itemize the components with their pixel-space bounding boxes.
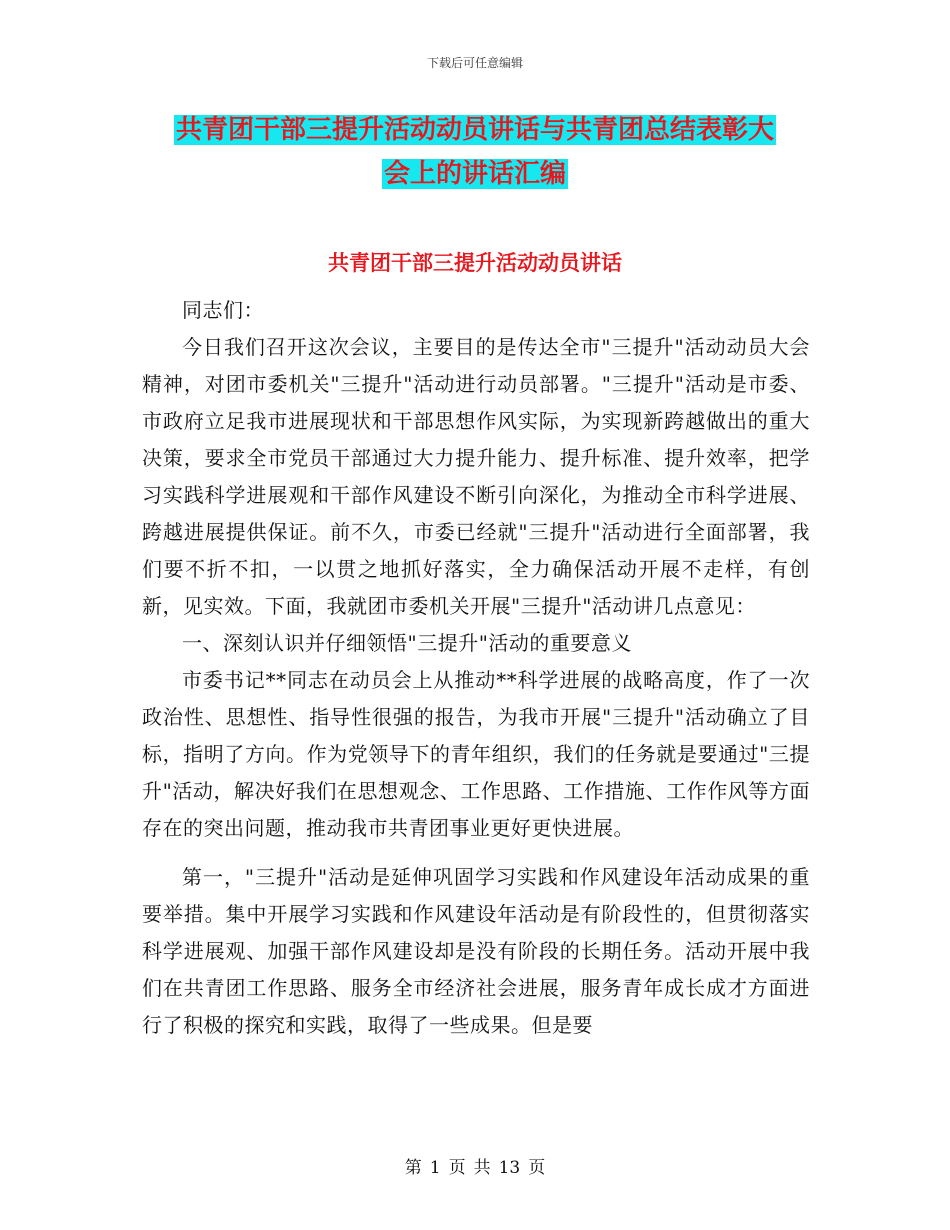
document-body [142,292,810,1044]
document-title [140,108,810,196]
page-footer [0,1153,950,1178]
paragraph: 第一，"三提升"活动是延伸巩固学习实践和作风建设年活动成果的重要举措。集中开展学习实践和作风建设年活动是有阶段性的，但贯彻落实科学进展观、加强干部作风建设却是没有阶段的长期任务。活动开展中我们在共青团工作思路、服务全市经济社会进展，服务青年成长成才方面进行了积极的探究和实践，取得了一些成果。但是要 [142,865,810,1037]
footer-suffix: 页 [528,1158,546,1178]
paragraph: 市委书记**同志在动员会上从推动**科学进展的战略高度，作了一次政治性、思想性、指导性很强的报告，为我市开展"三提升"活动确立了目标，指明了方向。作为党领导下的青年组织，我们的任务就是要通过"三提升"活动，解决好我们在思想观念、工作思路、工作措施、工作作风等方面存在的突出问题，推动我市共青团事业更好更快进展。 [142,668,810,840]
section-heading: 共青团干部三提升活动动员讲话 [328,251,622,275]
footer-total-word: 共 [473,1158,491,1178]
footer-total-pages: 13 [498,1158,521,1178]
header-note: 下载后可任意编辑 [426,56,523,70]
footer-page-word: 页 [448,1158,466,1178]
paragraph: 今日我们召开这次会议，主要目的是传达全市"三提升"活动动员大会精神，对团市委机关"三提升"活动进行动员部署。"三提升"活动是市委、市政府立足我市进展现状和干部思想作风实际，为实现新跨越做出的重大决策，要求全市党员干部通过大力提升能力、提升标准、提升效率，把学习实践科学进展观和干部作风建设不断引向深化，为推动全市科学进展、跨越进展提供保证。前不久，市委已经就"三提升"活动进行全面部署，我们要不折不扣，一以贯之地抓好落实，全力确保活动开展不走样，有创新，见实效。下面，我就团市委机关开展"三提升"活动讲几点意见： [142,335,810,618]
document-title-line-1: 共青团干部三提升活动动员讲话与共青团总结表彰大 [175,115,774,145]
footer-prefix: 第 [404,1158,422,1178]
footer-page-number: 1 [429,1158,441,1178]
document-title-line-2: 会上的讲话汇编 [383,159,566,189]
paragraph-subheading: 一、深刻认识并仔细领悟"三提升"活动的重要意义 [182,631,632,655]
paragraph-salutation: 同志们： [182,298,264,322]
